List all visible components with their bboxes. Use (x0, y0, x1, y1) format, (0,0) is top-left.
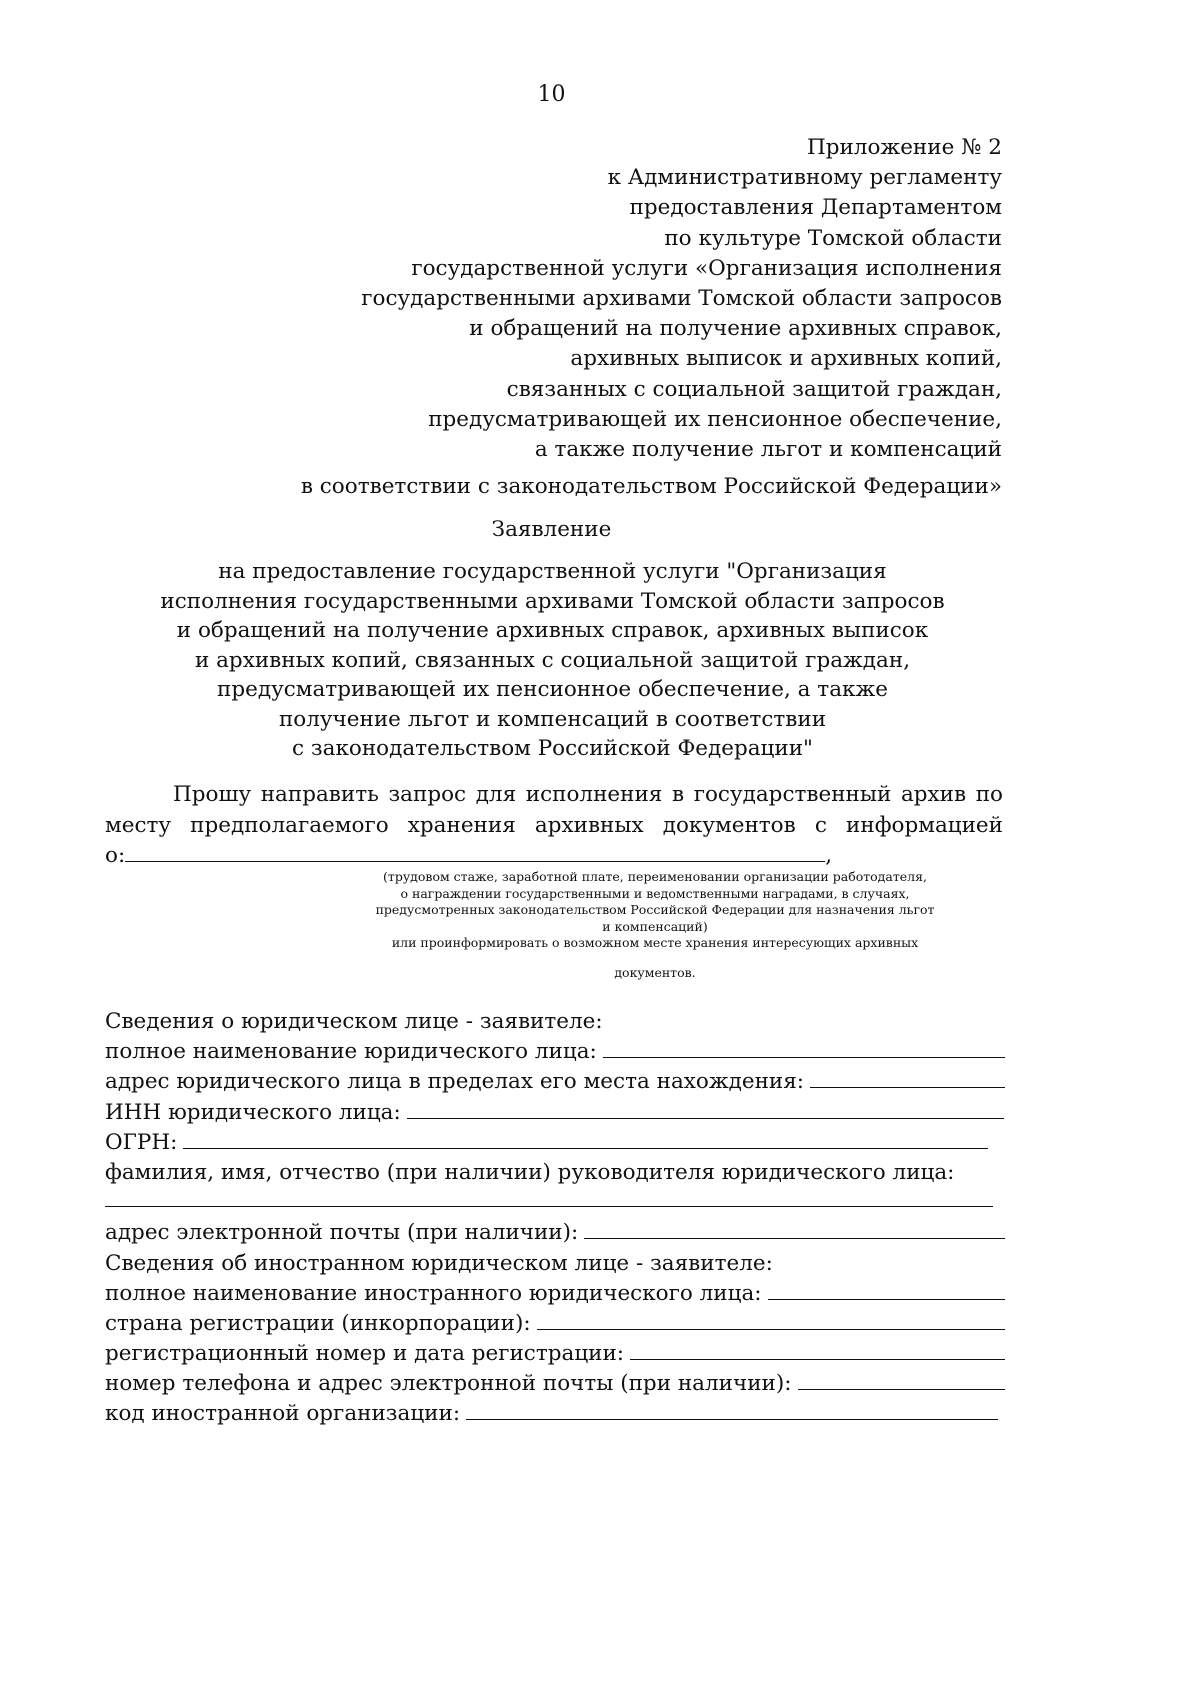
ogrn-row (105, 1128, 1005, 1158)
foreign-name-row (105, 1279, 1005, 1309)
address-label: адрес юридического лица в пределах его места нахождения: (105, 1069, 805, 1095)
head-name-row (105, 1158, 1005, 1188)
appendix-line: государственной услуги «Организация исполнения (411, 255, 1002, 281)
inn-row (105, 1098, 1005, 1128)
org-code-label: код иностранной организации: (105, 1401, 461, 1427)
footnote-explanation (330, 869, 980, 981)
note-line: или проинформировать о возможном месте хранения интересующих архивных (391, 935, 919, 950)
subtitle-line: и архивных копий, связанных с социальной защитой граждан, (194, 647, 911, 673)
subtitle-line: исполнения государственными архивами Томской области запросов (160, 588, 945, 614)
registration-field[interactable] (630, 1341, 1005, 1360)
subtitle-line: на предоставление государственной услуги "Организация (218, 559, 887, 584)
legal-entity-heading: Сведения о юридическом лице - заявителе: (105, 1009, 603, 1034)
appendix-line: по культуре Томской области (664, 225, 1002, 251)
page-number: 10 (537, 82, 566, 107)
head-name-fill-row (105, 1188, 1005, 1218)
document-subtitle (150, 557, 955, 764)
head-name-label: фамилия, имя, отчество (при наличии) руководителя юридического лица: (105, 1159, 955, 1185)
appendix-line: к Административному регламенту (607, 165, 1002, 191)
phone-email-label: номер телефона и адрес электронной почты (при наличии): (105, 1371, 792, 1397)
address-field[interactable] (810, 1069, 1005, 1088)
head-name-field[interactable] (105, 1188, 993, 1207)
inn-label: ИНН юридического лица: (105, 1099, 401, 1125)
ogrn-field[interactable] (183, 1130, 988, 1149)
email-label: адрес электронной почты (при наличии): (105, 1220, 579, 1246)
appendix-line: в соответствии с законодательством Российской Федерации» (300, 474, 1002, 500)
ogrn-label: ОГРН: (105, 1129, 178, 1155)
registration-row (105, 1339, 1005, 1369)
foreign-name-label: полное наименование иностранного юридического лица: (105, 1280, 762, 1306)
appendix-line: предоставления Департаментом (629, 195, 1002, 221)
full-name-label: полное наименование юридического лица: (105, 1039, 597, 1065)
subtitle-line: и обращений на получение архивных справок, архивных выписок (176, 618, 929, 643)
appendix-line: архивных выписок и архивных копий, (570, 346, 1002, 372)
address-row (105, 1067, 1005, 1097)
document-title: Заявление (491, 517, 612, 542)
org-code-field[interactable] (466, 1401, 998, 1420)
foreign-entity-heading: Сведения об иностранном юридическом лице - заявителе: (105, 1250, 773, 1276)
request-prefix: о: (105, 843, 126, 868)
foreign-heading-row (105, 1249, 1005, 1279)
appendix-line: а также получение льгот и компенсаций (534, 437, 1002, 463)
legal-entity-heading-row (105, 1007, 1005, 1037)
note-line: предусмотренных законодательством Российской Федерации для назначения льгот (375, 902, 935, 917)
subtitle-line: с законодательством Российской Федерации" (292, 736, 813, 761)
request-suffix: , (825, 843, 833, 868)
registration-label: регистрационный номер и дата регистрации: (105, 1341, 625, 1367)
full-name-field[interactable] (603, 1039, 1005, 1058)
country-label: страна регистрации (инкорпорации): (105, 1310, 531, 1336)
note-line: и компенсаций) (602, 918, 708, 934)
request-line: Прошу направить запрос для исполнения в государственный архив по (173, 782, 1003, 807)
country-field[interactable] (537, 1311, 1005, 1330)
applicant-form (105, 1007, 1005, 1430)
note-line: о награждении государственными и ведомственными наградами, в случаях, (400, 885, 910, 901)
info-blank-field[interactable] (125, 843, 825, 862)
appendix-header (300, 133, 1002, 502)
email-field[interactable] (584, 1220, 1005, 1239)
appendix-line: Приложение № 2 (806, 135, 1002, 160)
appendix-line: государственными архивами Томской области запросов (361, 286, 1002, 312)
email-row (105, 1218, 1005, 1248)
subtitle-line: получение льгот и компенсаций в соответствии (278, 706, 827, 732)
request-paragraph (105, 780, 1003, 872)
country-row (105, 1309, 1005, 1339)
full-name-row (105, 1037, 1005, 1067)
appendix-line: предусматривающей их пенсионное обеспечение, (428, 406, 1002, 432)
request-info-line (105, 841, 1003, 872)
phone-email-field[interactable] (798, 1371, 1006, 1390)
foreign-name-field[interactable] (768, 1281, 1005, 1300)
request-line: месту предполагаемого хранения архивных документов с информацией (105, 812, 1003, 838)
note-line: (трудовом стаже, заработной плате, переименовании организации работодателя, (383, 869, 927, 884)
org-code-row (105, 1399, 1005, 1429)
phone-email-row (105, 1369, 1005, 1399)
subtitle-line: предусматривающей их пенсионное обеспечение, а также (217, 677, 888, 702)
note-line: документов. (614, 964, 696, 980)
appendix-line: и обращений на получение архивных справок, (469, 316, 1002, 342)
inn-field[interactable] (407, 1100, 1004, 1119)
appendix-line: связанных с социальной защитой граждан, (506, 376, 1002, 402)
